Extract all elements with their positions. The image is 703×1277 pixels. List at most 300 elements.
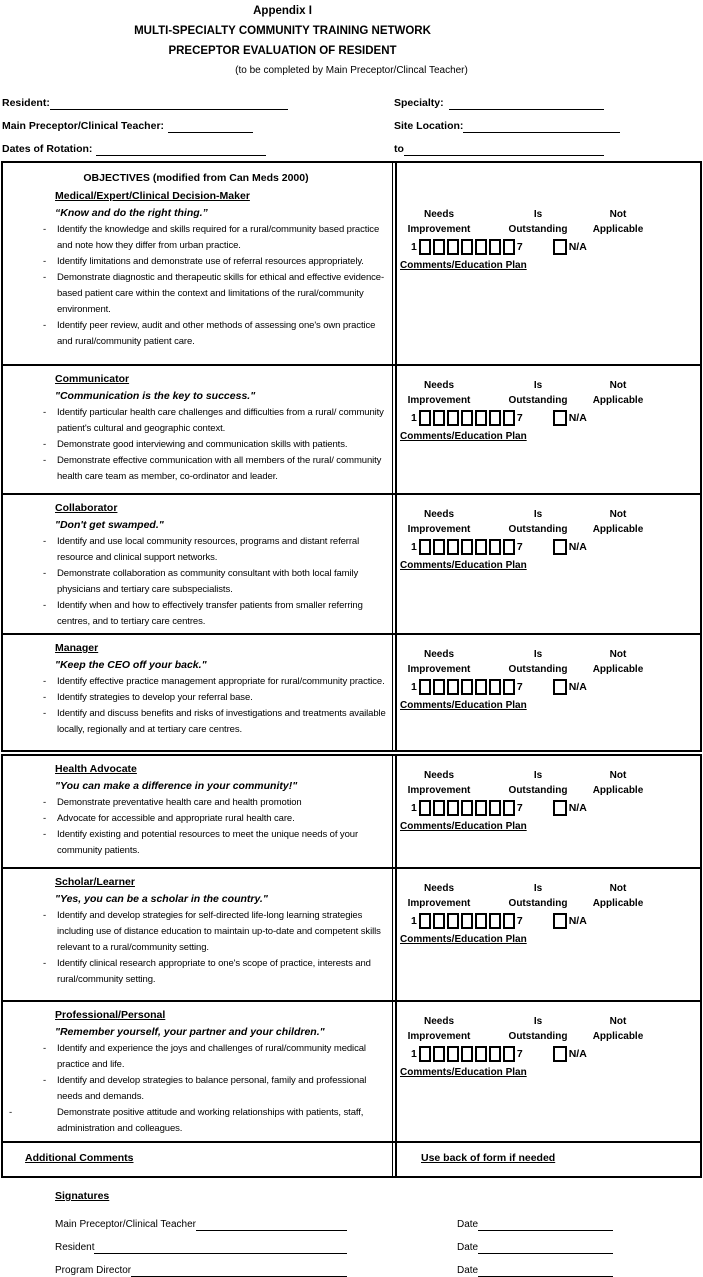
objective-section-row xyxy=(3,366,700,495)
signatures-title: Signatures xyxy=(55,1190,110,1202)
section-heading: Manager xyxy=(55,642,99,654)
na-checkbox[interactable] xyxy=(553,239,567,255)
rating-checkbox-5[interactable] xyxy=(475,800,487,816)
na-checkbox[interactable] xyxy=(553,410,567,426)
bullet-text: Identify when and how to effectively transfer patients from smaller referring centres, and to tertiary care centres. xyxy=(57,600,363,627)
outstanding-label: Outstanding xyxy=(508,395,568,406)
bullet-dash: - xyxy=(43,676,47,687)
bullet-dash: - xyxy=(43,708,47,719)
not-applicable-header xyxy=(585,378,651,408)
not-applicable-header xyxy=(585,881,651,911)
applicable-label: Applicable xyxy=(592,1031,644,1042)
rating-checkbox-5[interactable] xyxy=(475,539,487,555)
scale-max-label: 7 xyxy=(516,915,523,927)
not-label: Not xyxy=(609,509,627,520)
objectives-table-1 xyxy=(1,161,702,752)
rating-checkbox-2[interactable] xyxy=(433,539,445,555)
preceptor-fill-line[interactable] xyxy=(168,122,253,133)
objective-bullet xyxy=(3,690,389,706)
outstanding-label: Outstanding xyxy=(508,664,568,675)
rating-checkbox-5[interactable] xyxy=(475,1046,487,1062)
applicable-label: Applicable xyxy=(592,524,644,535)
needs-improvement-header xyxy=(401,378,477,408)
rating-checkbox-1[interactable] xyxy=(419,913,431,929)
resident-date-line[interactable] xyxy=(478,1244,613,1254)
needs-label: Needs xyxy=(423,509,454,520)
needs-improvement-header xyxy=(401,207,477,237)
rating-checkbox-7[interactable] xyxy=(503,800,515,816)
objective-section-row xyxy=(3,869,700,1002)
outstanding-label: Outstanding xyxy=(508,785,568,796)
objective-bullet xyxy=(3,405,389,437)
rating-checkbox-6[interactable] xyxy=(489,1046,501,1062)
improvement-label: Improvement xyxy=(407,524,471,535)
not-label: Not xyxy=(609,770,627,781)
rating-checkbox-6[interactable] xyxy=(489,539,501,555)
objective-section-row xyxy=(3,756,700,869)
rating-checkbox-4[interactable] xyxy=(461,539,473,555)
bullet-dash: - xyxy=(9,1107,13,1118)
signatures-section xyxy=(55,1190,703,1277)
na-label: N/A xyxy=(568,241,587,253)
outstanding-label: Outstanding xyxy=(508,898,568,909)
rating-scale-headers xyxy=(399,768,698,798)
bullet-text: Identify the knowledge and skills required for a rural/community based practice and note how they differ from urban practice. xyxy=(57,224,380,251)
bullet-text: Demonstrate positive attitude and working relationships with patients, staff, administration and colleagues. xyxy=(57,1107,364,1134)
not-label: Not xyxy=(609,883,627,894)
rating-cell xyxy=(395,366,700,493)
rating-checkbox-3[interactable] xyxy=(447,539,459,555)
objective-bullet xyxy=(3,1073,389,1105)
rating-cell xyxy=(395,756,700,867)
page-header xyxy=(0,0,703,156)
bullet-dash: - xyxy=(43,320,47,331)
rating-checkbox-3[interactable] xyxy=(447,1046,459,1062)
section-heading: Collaborator xyxy=(55,502,118,514)
is-outstanding-header xyxy=(501,647,575,677)
bullet-text: Identify strategies to develop your referral base. xyxy=(57,692,253,703)
bullet-dash: - xyxy=(43,568,47,579)
needs-improvement-header xyxy=(401,768,477,798)
rating-checkbox-row xyxy=(417,913,515,929)
rating-checkbox-4[interactable] xyxy=(461,679,473,695)
rating-scale-headers xyxy=(399,207,698,237)
section-heading: Communicator xyxy=(55,373,130,385)
rating-checkbox-7[interactable] xyxy=(503,913,515,929)
rating-checkbox-1[interactable] xyxy=(419,539,431,555)
section-heading: Scholar/Learner xyxy=(55,876,135,888)
resident-fill-line[interactable] xyxy=(50,99,288,110)
bullet-dash: - xyxy=(43,1043,47,1054)
scale-min-label: 1 xyxy=(411,241,417,253)
objective-text-cell xyxy=(3,869,393,1000)
needs-label: Needs xyxy=(423,1016,454,1027)
applicable-label: Applicable xyxy=(592,395,644,406)
rating-checkbox-row xyxy=(417,410,515,426)
na-checkbox[interactable] xyxy=(553,1046,567,1062)
rating-scale xyxy=(411,913,698,929)
rating-checkbox-5[interactable] xyxy=(475,679,487,695)
objective-bullet xyxy=(3,674,389,690)
objective-text-cell xyxy=(3,495,393,633)
use-back-cell xyxy=(395,1143,700,1176)
na-group xyxy=(553,913,587,929)
dates-to-fill-line[interactable] xyxy=(404,145,604,156)
not-applicable-header xyxy=(585,1014,651,1044)
na-checkbox[interactable] xyxy=(553,913,567,929)
rating-cell xyxy=(395,1002,700,1141)
bullet-dash: - xyxy=(43,224,47,235)
network-title: MULTI-SPECIALTY COMMUNITY TRAINING NETWORK xyxy=(134,25,431,37)
bullet-text: Demonstrate preventative health care and health promotion xyxy=(57,797,302,808)
rating-checkbox-7[interactable] xyxy=(503,539,515,555)
resident-date-label: Date xyxy=(457,1242,479,1253)
rating-checkbox-2[interactable] xyxy=(433,800,445,816)
is-label: Is xyxy=(533,649,543,660)
bullet-dash: - xyxy=(43,1075,47,1086)
rating-scale xyxy=(411,539,698,555)
section-heading: Professional/Personal xyxy=(55,1009,166,1021)
rating-checkbox-3[interactable] xyxy=(447,410,459,426)
rating-checkbox-row xyxy=(417,539,515,555)
na-label: N/A xyxy=(568,412,587,424)
rating-scale xyxy=(411,239,698,255)
comments-education-plan-label: Comments/Education Plan xyxy=(400,431,527,442)
rating-checkbox-2[interactable] xyxy=(433,679,445,695)
objective-bullet xyxy=(3,437,389,453)
na-label: N/A xyxy=(568,915,587,927)
scale-min-label: 1 xyxy=(411,412,417,424)
na-group xyxy=(553,239,587,255)
rating-checkbox-3[interactable] xyxy=(447,800,459,816)
rating-checkbox-4[interactable] xyxy=(461,913,473,929)
improvement-label: Improvement xyxy=(407,785,471,796)
rating-checkbox-3[interactable] xyxy=(447,239,459,255)
rating-checkbox-4[interactable] xyxy=(461,239,473,255)
bullet-text: Identify and develop strategies for self-directed life-long learning strategies including use of distance education to maintain up-to-date and competent skills relevant to a rural/community setting. xyxy=(57,910,381,953)
applicable-label: Applicable xyxy=(592,664,644,675)
bullet-text: Advocate for accessible and appropriate rural health care. xyxy=(57,813,295,824)
bullet-dash: - xyxy=(43,797,47,808)
applicable-label: Applicable xyxy=(592,224,644,235)
comments-education-plan-label: Comments/Education Plan xyxy=(400,700,527,711)
objective-section-row xyxy=(3,163,700,366)
is-label: Is xyxy=(533,209,543,220)
rating-checkbox-6[interactable] xyxy=(489,800,501,816)
signature-row-preceptor xyxy=(55,1208,703,1231)
rating-checkbox-1[interactable] xyxy=(419,679,431,695)
specialty-label: Specialty: xyxy=(394,97,444,109)
bullet-dash: - xyxy=(43,272,47,283)
bullet-text: Demonstrate effective communication with all members of the rural/ community health care team as member, co-ordinator and leader. xyxy=(57,455,382,482)
program-director-signature-line[interactable] xyxy=(131,1267,347,1277)
objective-text-cell xyxy=(3,163,393,364)
rating-checkbox-5[interactable] xyxy=(475,410,487,426)
objective-bullet xyxy=(3,453,389,485)
resident-signature-line[interactable] xyxy=(94,1244,347,1254)
needs-label: Needs xyxy=(423,649,454,660)
section-bullets xyxy=(3,405,389,485)
bullet-dash: - xyxy=(43,813,47,824)
outstanding-label: Outstanding xyxy=(508,1031,568,1042)
rating-cell xyxy=(395,163,700,364)
rating-scale xyxy=(411,800,698,816)
bullet-dash: - xyxy=(43,455,47,466)
rating-checkbox-3[interactable] xyxy=(447,913,459,929)
scale-max-label: 7 xyxy=(516,802,523,814)
objective-bullet xyxy=(3,222,389,254)
objectives-table-title: OBJECTIVES (modified from Can Meds 2000) xyxy=(83,172,309,184)
objective-section-row xyxy=(3,635,700,750)
na-label: N/A xyxy=(568,541,587,553)
scale-max-label: 7 xyxy=(516,241,523,253)
outstanding-label: Outstanding xyxy=(508,224,568,235)
objective-section-row xyxy=(3,495,700,635)
bullet-dash: - xyxy=(43,439,47,450)
header-fields xyxy=(2,87,701,156)
objective-text-cell xyxy=(3,756,393,867)
bullet-text: Identify limitations and demonstrate use of referral resources appropriately. xyxy=(57,256,364,267)
comments-education-plan-label: Comments/Education Plan xyxy=(400,821,527,832)
rating-scale xyxy=(411,410,698,426)
is-outstanding-header xyxy=(501,507,575,537)
bullet-dash: - xyxy=(43,600,47,611)
na-group xyxy=(553,679,587,695)
rating-cell xyxy=(395,495,700,633)
preceptor-label: Main Preceptor/Clinical Teacher: xyxy=(2,120,165,132)
rating-checkbox-7[interactable] xyxy=(503,679,515,695)
scale-max-label: 7 xyxy=(516,681,523,693)
improvement-label: Improvement xyxy=(407,1031,471,1042)
additional-comments-row xyxy=(3,1143,700,1176)
needs-label: Needs xyxy=(423,209,454,220)
bullet-dash: - xyxy=(43,910,47,921)
not-applicable-header xyxy=(585,507,651,537)
objective-bullet xyxy=(3,1105,389,1137)
objective-bullet xyxy=(3,254,389,270)
not-applicable-header xyxy=(585,647,651,677)
needs-label: Needs xyxy=(423,770,454,781)
is-outstanding-header xyxy=(501,1014,575,1044)
additional-comments-cell xyxy=(3,1143,393,1176)
rating-checkbox-1[interactable] xyxy=(419,800,431,816)
improvement-label: Improvement xyxy=(407,224,471,235)
dates-from-fill-line[interactable] xyxy=(96,145,266,156)
rating-checkbox-3[interactable] xyxy=(447,679,459,695)
objective-bullet xyxy=(3,318,389,350)
section-bullets xyxy=(3,534,389,630)
signature-row-resident xyxy=(55,1231,703,1254)
rating-scale-headers xyxy=(399,1014,698,1044)
na-label: N/A xyxy=(568,1048,587,1060)
scale-min-label: 1 xyxy=(411,681,417,693)
specialty-fill-line[interactable] xyxy=(449,99,604,110)
bullet-text: Identify peer review, audit and other methods of assessing one's own practice and rural/community patient care. xyxy=(57,320,376,347)
bullet-dash: - xyxy=(43,407,47,418)
improvement-label: Improvement xyxy=(407,898,471,909)
rating-checkbox-6[interactable] xyxy=(489,913,501,929)
signature-row-program-director xyxy=(55,1254,703,1277)
title-block xyxy=(0,5,565,57)
comments-education-plan-label: Comments/Education Plan xyxy=(400,560,527,571)
bullet-text: Identify particular health care challenges and difficulties from a rural/ community patient's cultural and geographic context. xyxy=(57,407,384,434)
na-group xyxy=(553,1046,587,1062)
program-director-date-label: Date xyxy=(457,1265,479,1276)
rating-checkbox-4[interactable] xyxy=(461,410,473,426)
section-bullets xyxy=(3,795,389,859)
section-heading: Medical/Expert/Clinical Decision-Maker xyxy=(55,190,250,202)
rating-checkbox-5[interactable] xyxy=(475,913,487,929)
na-label: N/A xyxy=(568,802,587,814)
na-checkbox[interactable] xyxy=(553,679,567,695)
is-label: Is xyxy=(533,380,543,391)
rating-checkbox-4[interactable] xyxy=(461,1046,473,1062)
scale-max-label: 7 xyxy=(516,541,523,553)
outstanding-label: Outstanding xyxy=(508,524,568,535)
section-bullets xyxy=(3,674,389,738)
na-group xyxy=(553,410,587,426)
objective-bullet xyxy=(3,566,389,598)
na-label: N/A xyxy=(568,681,587,693)
objectives-table-2 xyxy=(1,754,702,1178)
bullet-dash: - xyxy=(43,256,47,267)
scale-max-label: 7 xyxy=(516,412,523,424)
not-applicable-header xyxy=(585,207,651,237)
bullet-dash: - xyxy=(43,958,47,969)
objective-bullet xyxy=(3,811,389,827)
resident-label: Resident: xyxy=(2,97,50,109)
is-label: Is xyxy=(533,509,543,520)
section-quote: "Communication is the key to success." xyxy=(55,390,256,402)
is-outstanding-header xyxy=(501,378,575,408)
rating-checkbox-1[interactable] xyxy=(419,410,431,426)
rating-checkbox-5[interactable] xyxy=(475,239,487,255)
needs-label: Needs xyxy=(423,883,454,894)
section-quote: "Remember yourself, your partner and your children." xyxy=(55,1026,325,1038)
not-label: Not xyxy=(609,380,627,391)
scale-min-label: 1 xyxy=(411,541,417,553)
rating-cell xyxy=(395,635,700,750)
rating-checkbox-6[interactable] xyxy=(489,679,501,695)
section-bullets xyxy=(3,222,389,350)
rating-scale-headers xyxy=(399,881,698,911)
needs-label: Needs xyxy=(423,380,454,391)
site-location-fill-line[interactable] xyxy=(463,122,620,133)
applicable-label: Applicable xyxy=(592,898,644,909)
not-label: Not xyxy=(609,209,627,220)
scale-min-label: 1 xyxy=(411,1048,417,1060)
needs-improvement-header xyxy=(401,507,477,537)
rating-checkbox-2[interactable] xyxy=(433,1046,445,1062)
na-checkbox[interactable] xyxy=(553,800,567,816)
not-applicable-header xyxy=(585,768,651,798)
bullet-text: Identify and experience the joys and challenges of rural/community medical practice and life. xyxy=(57,1043,366,1070)
objective-bullet xyxy=(3,827,389,859)
rating-cell xyxy=(395,869,700,1000)
objective-bullet xyxy=(3,534,389,566)
bullet-text: Identify and develop strategies to balance personal, family and professional needs and demands. xyxy=(57,1075,367,1102)
form-title: PRECEPTOR EVALUATION OF RESIDENT xyxy=(168,45,397,57)
objective-bullet xyxy=(3,270,389,318)
rating-checkbox-2[interactable] xyxy=(433,410,445,426)
rating-checkbox-7[interactable] xyxy=(503,239,515,255)
rating-checkbox-4[interactable] xyxy=(461,800,473,816)
improvement-label: Improvement xyxy=(407,395,471,406)
preceptor-date-line[interactable] xyxy=(478,1221,613,1231)
program-director-signature-label: Program Director xyxy=(55,1265,132,1276)
is-outstanding-header xyxy=(501,768,575,798)
appendix-title: Appendix I xyxy=(253,5,312,17)
objective-bullet xyxy=(3,1041,389,1073)
is-label: Is xyxy=(533,883,543,894)
form-subtitle: (to be completed by Main Preceptor/Clincal Teacher) xyxy=(235,65,468,76)
bullet-text: Identify effective practice management appropriate for rural/community practice. xyxy=(57,676,385,687)
rating-checkbox-row xyxy=(417,679,515,695)
rating-checkbox-2[interactable] xyxy=(433,239,445,255)
rating-checkbox-7[interactable] xyxy=(503,1046,515,1062)
section-quote: "Keep the CEO off your back." xyxy=(55,659,207,671)
rating-scale-headers xyxy=(399,378,698,408)
objective-text-cell xyxy=(3,635,393,750)
is-outstanding-header xyxy=(501,207,575,237)
na-group xyxy=(553,539,587,555)
rating-scale-headers xyxy=(399,647,698,677)
section-quote: "Don't get swamped." xyxy=(55,519,164,531)
na-checkbox[interactable] xyxy=(553,539,567,555)
section-bullets xyxy=(3,1041,389,1137)
rating-checkbox-row xyxy=(417,800,515,816)
use-back-label: Use back of form if needed xyxy=(421,1152,556,1164)
bullet-text: Demonstrate collaboration as community consultant with both local family physicians and tertiary care subspecialists. xyxy=(57,568,359,595)
bullet-dash: - xyxy=(43,536,47,547)
section-quote: "You can make a difference in your community!" xyxy=(55,780,298,792)
rating-checkbox-7[interactable] xyxy=(503,410,515,426)
bullet-text: Identify clinical research appropriate to one's scope of practice, interests and rural/community setting. xyxy=(57,958,371,985)
dates-of-rotation-label: Dates of Rotation: xyxy=(2,143,93,155)
section-bullets xyxy=(3,908,389,988)
not-label: Not xyxy=(609,649,627,660)
improvement-label: Improvement xyxy=(407,664,471,675)
rating-checkbox-1[interactable] xyxy=(419,239,431,255)
bullet-text: Demonstrate good interviewing and communication skills with patients. xyxy=(57,439,348,450)
bullet-dash: - xyxy=(43,692,47,703)
dates-to-label: to xyxy=(394,143,404,155)
rating-checkbox-2[interactable] xyxy=(433,913,445,929)
objective-section-row xyxy=(3,1002,700,1143)
objective-bullet xyxy=(3,706,389,738)
scale-min-label: 1 xyxy=(411,802,417,814)
rating-checkbox-1[interactable] xyxy=(419,1046,431,1062)
rating-scale xyxy=(411,1046,698,1062)
rating-scale xyxy=(411,679,698,695)
objective-bullet xyxy=(3,956,389,988)
needs-improvement-header xyxy=(401,647,477,677)
applicable-label: Applicable xyxy=(592,785,644,796)
is-label: Is xyxy=(533,1016,543,1027)
not-label: Not xyxy=(609,1016,627,1027)
scale-max-label: 7 xyxy=(516,1048,523,1060)
program-director-date-line[interactable] xyxy=(478,1267,613,1277)
na-group xyxy=(553,800,587,816)
rating-checkbox-6[interactable] xyxy=(489,410,501,426)
rating-checkbox-6[interactable] xyxy=(489,239,501,255)
bullet-text: Identify and use local community resources, programs and distant referral resource and clinical support networks. xyxy=(57,536,360,563)
site-location-label: Site Location: xyxy=(394,120,464,132)
bullet-dash: - xyxy=(43,829,47,840)
preceptor-signature-line[interactable] xyxy=(196,1221,347,1231)
is-label: Is xyxy=(533,770,543,781)
rating-checkbox-row xyxy=(417,239,515,255)
